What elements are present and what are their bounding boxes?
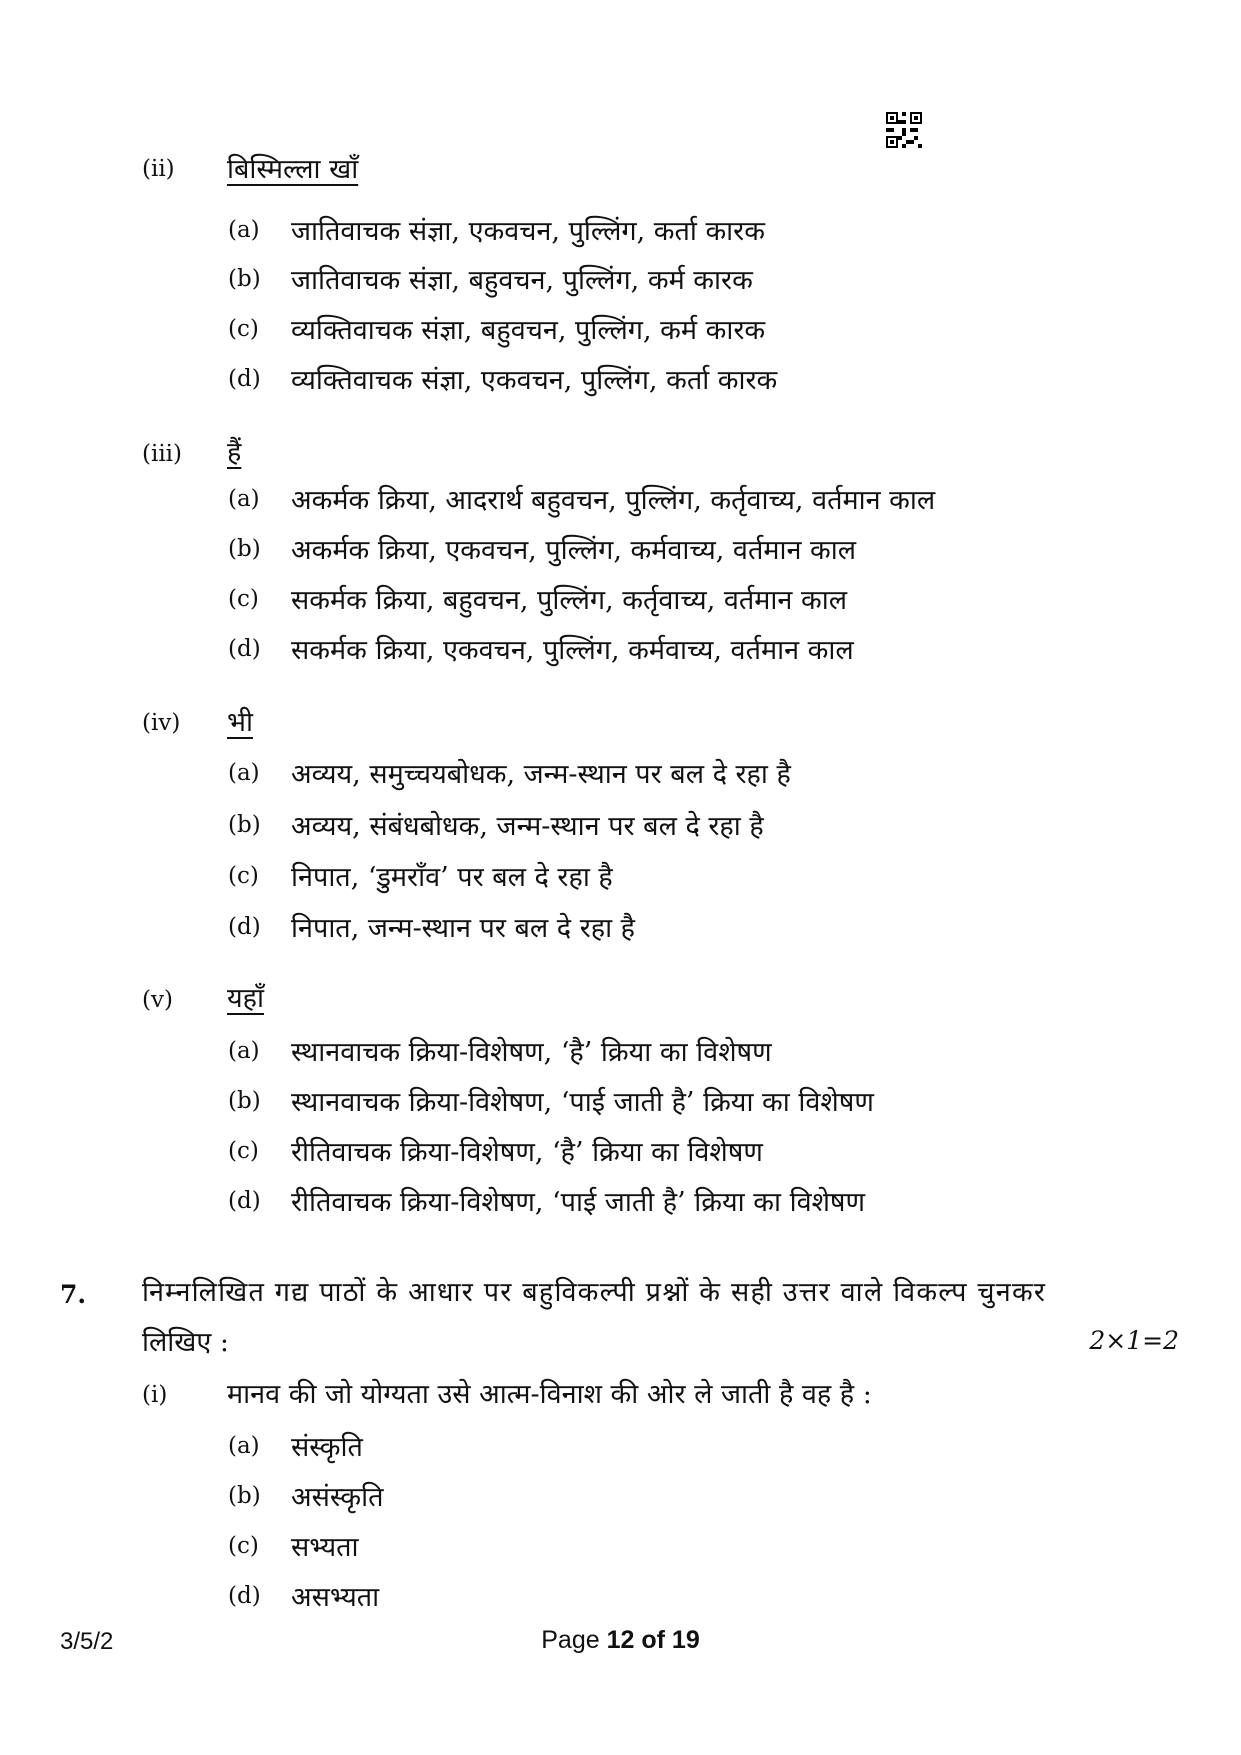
option-text: अकर्मक क्रिया, एकवचन, पुल्लिंग, कर्मवाच्य, वर्तमान काल bbox=[291, 535, 857, 566]
option-label: (b) bbox=[228, 266, 261, 292]
question-number: 7. bbox=[60, 1280, 87, 1309]
option-label: (c) bbox=[228, 586, 259, 612]
option-label: (d) bbox=[228, 366, 261, 392]
option-label: (c) bbox=[228, 863, 259, 889]
option-text: संस्कृति bbox=[291, 1432, 363, 1463]
option-label: (a) bbox=[228, 1038, 260, 1064]
option-label: (d) bbox=[228, 914, 261, 940]
page-current: 12 bbox=[606, 1626, 635, 1654]
option-label: (c) bbox=[228, 1533, 259, 1559]
option-text: अव्यय, संबंधबोधक, जन्म-स्थान पर बल दे रहा है bbox=[291, 811, 764, 842]
question-number: (iv) bbox=[142, 710, 181, 736]
option-text: असभ्यता bbox=[291, 1582, 380, 1613]
page-prefix: Page bbox=[541, 1626, 600, 1654]
option-label: (d) bbox=[228, 1583, 261, 1609]
option-text: असंस्कृति bbox=[291, 1482, 384, 1513]
option-label: (a) bbox=[228, 217, 260, 243]
option-text: सभ्यता bbox=[291, 1532, 359, 1563]
question-number: (iii) bbox=[142, 441, 183, 467]
option-text: रीतिवाचक क्रिया-विशेषण, ‘पाई जाती है’ क्रिया का विशेषण bbox=[291, 1187, 866, 1218]
option-label: (b) bbox=[228, 812, 261, 838]
page-of: of bbox=[641, 1626, 665, 1654]
option-text: व्यक्तिवाचक संज्ञा, बहुवचन, पुल्लिंग, कर्म कारक bbox=[291, 315, 766, 346]
option-text: जातिवाचक संज्ञा, बहुवचन, पुल्लिंग, कर्म कारक bbox=[291, 265, 753, 296]
option-label: (d) bbox=[228, 636, 261, 662]
question-number: (v) bbox=[142, 987, 173, 1013]
page-number bbox=[0, 1626, 1241, 1655]
question-word: बिस्मिल्ला खाँ bbox=[227, 154, 359, 185]
question-word: यहाँ bbox=[227, 983, 264, 1014]
question-number: (i) bbox=[142, 1382, 168, 1408]
option-text: अव्यय, समुच्चयबोधक, जन्म-स्थान पर बल दे रहा है bbox=[291, 759, 791, 790]
qr-code bbox=[886, 112, 922, 148]
option-text: सकर्मक क्रिया, बहुवचन, पुल्लिंग, कर्तृवाच्य, वर्तमान काल bbox=[291, 585, 848, 616]
option-text: निपात, जन्म-स्थान पर बल दे रहा है bbox=[291, 913, 636, 944]
question-word: भी bbox=[227, 707, 253, 738]
option-label: (a) bbox=[228, 1433, 260, 1459]
option-label: (b) bbox=[228, 536, 261, 562]
option-text: अकर्मक क्रिया, आदरार्थ बहुवचन, पुल्लिंग, कर्तृवाच्य, वर्तमान काल bbox=[291, 485, 936, 516]
question-text: निम्नलिखित गद्य पाठों के आधार पर बहुविकल्पी प्रश्नों के सही उत्तर वाले विकल्प चुनकर bbox=[142, 1277, 1047, 1308]
question-text: लिखिए : bbox=[142, 1327, 229, 1358]
question-text: मानव की जो योग्यता उसे आत्म-विनाश की ओर ले जाती है वह है : bbox=[227, 1379, 872, 1410]
option-text: निपात, ‘डुमराँव’ पर बल दे रहा है bbox=[291, 862, 613, 893]
option-text: जातिवाचक संज्ञा, एकवचन, पुल्लिंग, कर्ता कारक bbox=[291, 216, 765, 247]
marks: 2×1=2 bbox=[1089, 1326, 1179, 1355]
paper-code: 3/5/2 bbox=[60, 1628, 114, 1655]
option-label: (c) bbox=[228, 1138, 259, 1164]
option-label: (b) bbox=[228, 1088, 261, 1114]
option-text: स्थानवाचक क्रिया-विशेषण, ‘पाई जाती है’ क्रिया का विशेषण bbox=[291, 1087, 874, 1118]
page-total: 19 bbox=[671, 1626, 700, 1654]
option-text: स्थानवाचक क्रिया-विशेषण, ‘है’ क्रिया का विशेषण bbox=[291, 1037, 772, 1068]
option-label: (a) bbox=[228, 760, 260, 786]
option-label: (d) bbox=[228, 1188, 261, 1214]
option-text: सकर्मक क्रिया, एकवचन, पुल्लिंग, कर्मवाच्य, वर्तमान काल bbox=[291, 635, 854, 666]
question-number: (ii) bbox=[142, 156, 175, 182]
option-label: (b) bbox=[228, 1483, 261, 1509]
option-label: (c) bbox=[228, 316, 259, 342]
option-text: व्यक्तिवाचक संज्ञा, एकवचन, पुल्लिंग, कर्ता कारक bbox=[291, 365, 778, 396]
option-text: रीतिवाचक क्रिया-विशेषण, ‘है’ क्रिया का विशेषण bbox=[291, 1137, 763, 1168]
option-label: (a) bbox=[228, 486, 260, 512]
question-word: हैं bbox=[227, 437, 242, 468]
